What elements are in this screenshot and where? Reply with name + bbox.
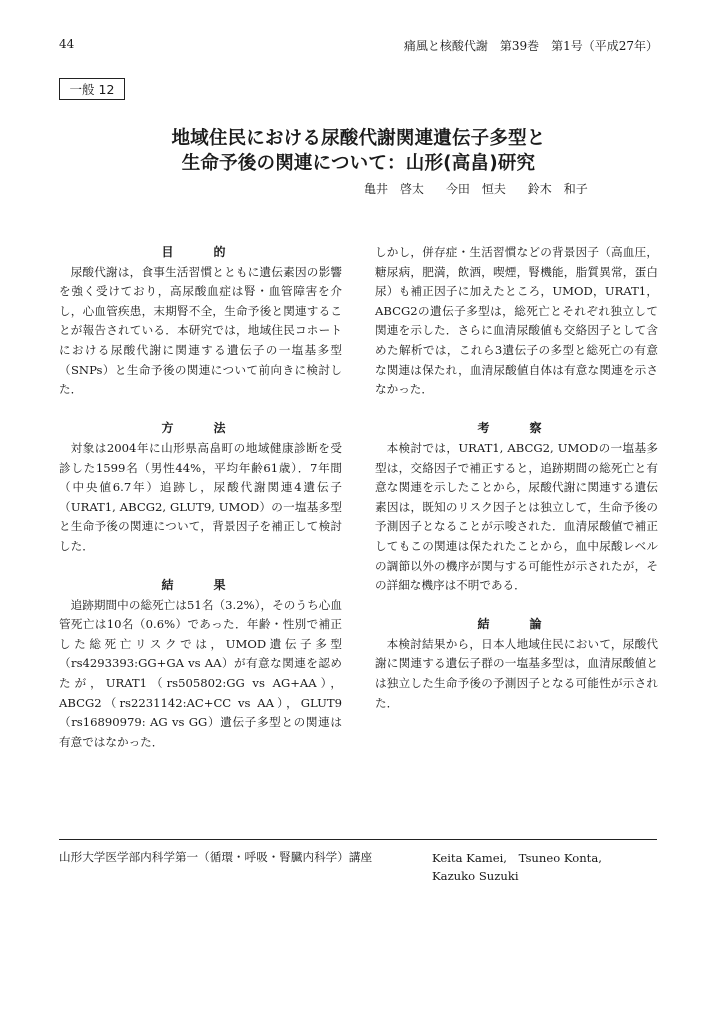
title-line-2: 生命予後の関連について：山形(高畠)研究 [181,153,536,174]
results-continued-paragraph: しかし，併存症・生活習慣などの背景因子（高血圧，糖尿病，肥満，飲酒，喫煙，腎機能，脂質異常，蛋白尿）も補正因子に加えたところ，UMOD，URAT1，ABCG2の遺伝子多型は，総死亡とそれぞれ独立して関連を示した．さらに血清尿酸値も交絡因子として含めた解析では，これら3遺伝子の多型と総死亡の有意な関連は保たれ，血清尿酸値自体は有意な関連を示さなかった． [375,245,658,397]
methods-paragraph: 対象は2004年に山形県高畠町の地域健康診断を受診した1599名（男性44%，平均年齢61歳）．7年間（中央値6.7年）追跡し，尿酸代謝関連4遺伝子（URAT1, ABCG2, GLUT9, UMOD）の一塩基多型と生命予後の関連について，背景因子を補正して検討した． [59,440,342,553]
section-heading-conclusion: 結 論 [477,617,556,632]
results-paragraph: 追跡期間中の総死亡は51名（3.2%），そのうち心血管死亡は10名（0.6%）であった．年齢・性別で補正した総死亡リスクでは，UMOD遺伝子多型（rs4293393:GG+GA vs AA）が有意な関連を認めたが，URAT1（rs505802:GG vs AG+AA），ABCG2（rs2231142:AC+CC vs AA），GLUT9（rs16890979: AG vs GG）遺伝子多型との関連は有意ではなかった． [59,597,342,749]
section-heading-results: 結 果 [161,578,240,593]
page-number: 44 [59,37,75,51]
section-heading-purpose: 目 的 [161,245,240,259]
author-list [364,180,606,197]
english-names-line: Kazuko Suzuki [432,869,519,883]
affiliation: 山形大学医学部内科学第一（循環・呼吸・腎臓内科学）講座 [59,850,373,864]
section-heading-discussion: 考 察 [477,421,556,436]
journal-header: 痛風と核酸代謝 第39巻 第1号（平成27年） [403,39,658,53]
author-name: 今田 恒夫 [445,182,506,196]
author-name: 鈴木 和子 [527,182,588,196]
footer-divider [59,839,657,840]
category-label: 一般 12 [59,78,125,100]
english-author-names [432,849,602,885]
conclusion-paragraph: 本検討結果から，日本人地域住民において，尿酸代謝に関連する遺伝子群の一塩基多型は，血清尿酸値とは独立した生命予後の予測因子となる可能性が示された． [375,636,658,710]
title-line-1: 地域住民における尿酸代謝関連遺伝子多型と [171,128,546,149]
discussion-paragraph: 本検討では，URAT1, ABCG2, UMODの一塩基多型は，交絡因子で補正すると，追跡期間の総死亡と有意な関連を示したことから，尿酸代謝に関連する遺伝素因は，既知のリスク因子とは独立して，生命予後の予測因子となることが示唆された．血清尿酸値で補正してもこの関連は保たれたことから，血中尿酸レベルの調節以外の機序が関与する可能性が示されたが，その詳細な機序は不明である． [375,440,658,593]
section-heading-methods: 方 法 [161,421,240,436]
english-names-line: Keita Kamei, Tsuneo Konta, [432,851,602,865]
left-column [59,243,342,752]
right-column [375,243,658,713]
purpose-paragraph: 尿酸代謝は，食事生活習慣とともに遺伝素因の影響を強く受けており，高尿酸血症は腎・血管障害を介し，心血管疾患，末期腎不全，生命予後と関連することが報告されている．本研究では，地域住民コホートにおける尿酸代謝に関連する遺伝子の一塩基多型（SNPs）と生命予後の関連について前向きに検討した． [59,264,342,397]
author-name: 亀井 啓太 [364,182,425,196]
